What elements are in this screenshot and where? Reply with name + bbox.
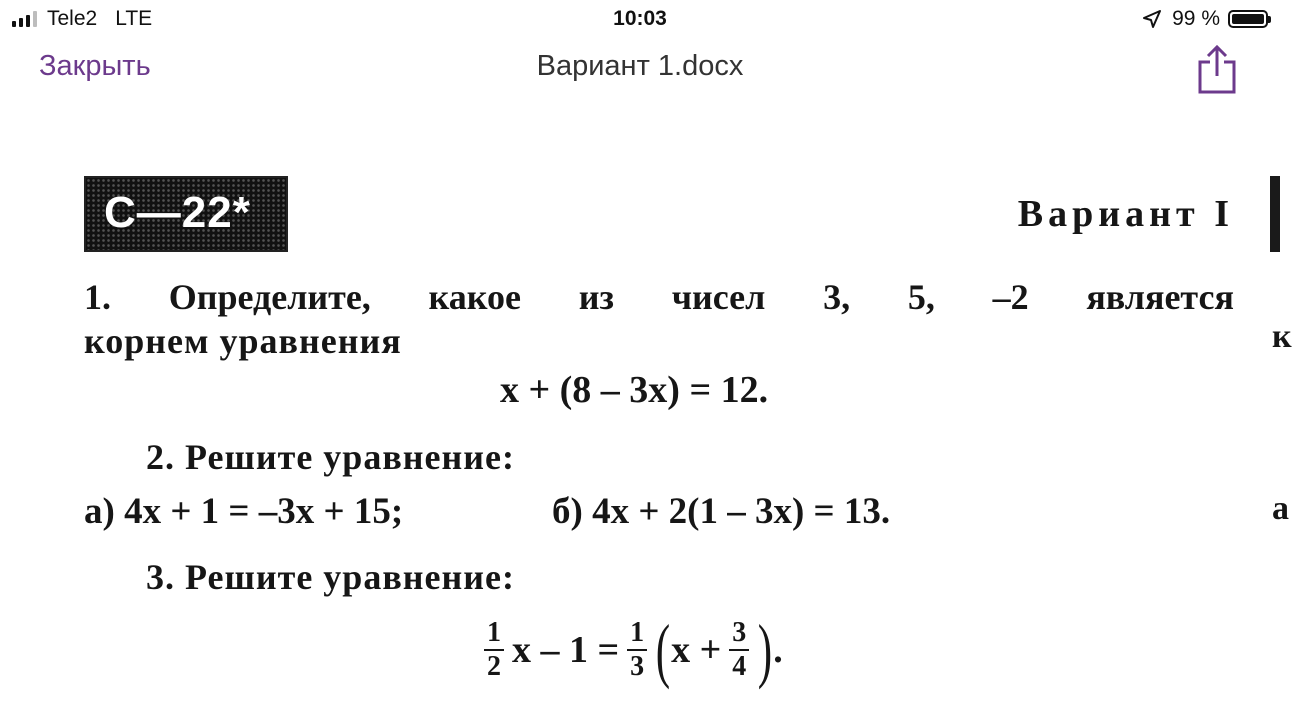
- document-viewer[interactable]: [0, 100, 1292, 720]
- left-parenthesis: (: [655, 610, 671, 690]
- next-page-glyph: к: [1272, 318, 1292, 355]
- fraction-numerator: 1: [627, 617, 647, 651]
- document-title: Вариант 1.docx: [536, 50, 744, 82]
- task3-equation: [476, 610, 783, 690]
- battery-fill: [1232, 14, 1264, 24]
- equation-inner: x +: [671, 629, 722, 671]
- fraction-denominator: 4: [732, 651, 747, 682]
- fraction-numerator: 3: [729, 617, 749, 651]
- variant-heading: Вариант I: [1017, 193, 1234, 235]
- status-right: [1142, 7, 1268, 31]
- location-arrow-icon: [1142, 9, 1162, 29]
- share-icon[interactable]: [1196, 44, 1238, 94]
- task1-equation: x + (8 – 3x) = 12.: [500, 369, 769, 411]
- task1-text-line1: 1. Определите, какое из чисел 3, 5, –2 является: [84, 277, 1234, 317]
- network-type: LTE: [115, 7, 153, 30]
- battery-icon: [1228, 10, 1268, 28]
- work-number-badge: [84, 176, 288, 252]
- carrier-name: Tele2: [47, 7, 98, 30]
- fraction-one-third: [627, 617, 647, 683]
- fraction-one-half: [484, 617, 504, 683]
- close-button[interactable]: Закрыть: [39, 50, 151, 82]
- task3-heading: 3. Решите уравнение:: [146, 557, 515, 597]
- equation-middle: x – 1 =: [512, 629, 620, 671]
- equation-tail: .: [773, 629, 783, 671]
- battery-percentage: 99 %: [1172, 7, 1220, 30]
- task2-equation-a: а) 4x + 1 = –3x + 15;: [84, 491, 404, 532]
- fraction-numerator: 1: [484, 617, 504, 651]
- next-page-glyph: а: [1272, 490, 1289, 527]
- status-time: 10:03: [613, 7, 667, 30]
- badge-label: С—22*: [104, 188, 251, 237]
- task2-equation-b: б) 4x + 2(1 – 3x) = 13.: [552, 491, 891, 532]
- task2-heading: 2. Решите уравнение:: [146, 437, 515, 477]
- status-bar: [0, 0, 1280, 40]
- next-page-edge: [1270, 176, 1280, 252]
- task1-text-line2: корнем уравнения: [84, 321, 402, 361]
- fraction-denominator: 2: [487, 651, 501, 682]
- navigation-bar: [0, 42, 1280, 96]
- fraction-denominator: 3: [630, 651, 645, 682]
- right-parenthesis: ): [758, 610, 773, 690]
- fraction-three-quarters: [729, 617, 749, 683]
- battery-nub: [1268, 16, 1271, 23]
